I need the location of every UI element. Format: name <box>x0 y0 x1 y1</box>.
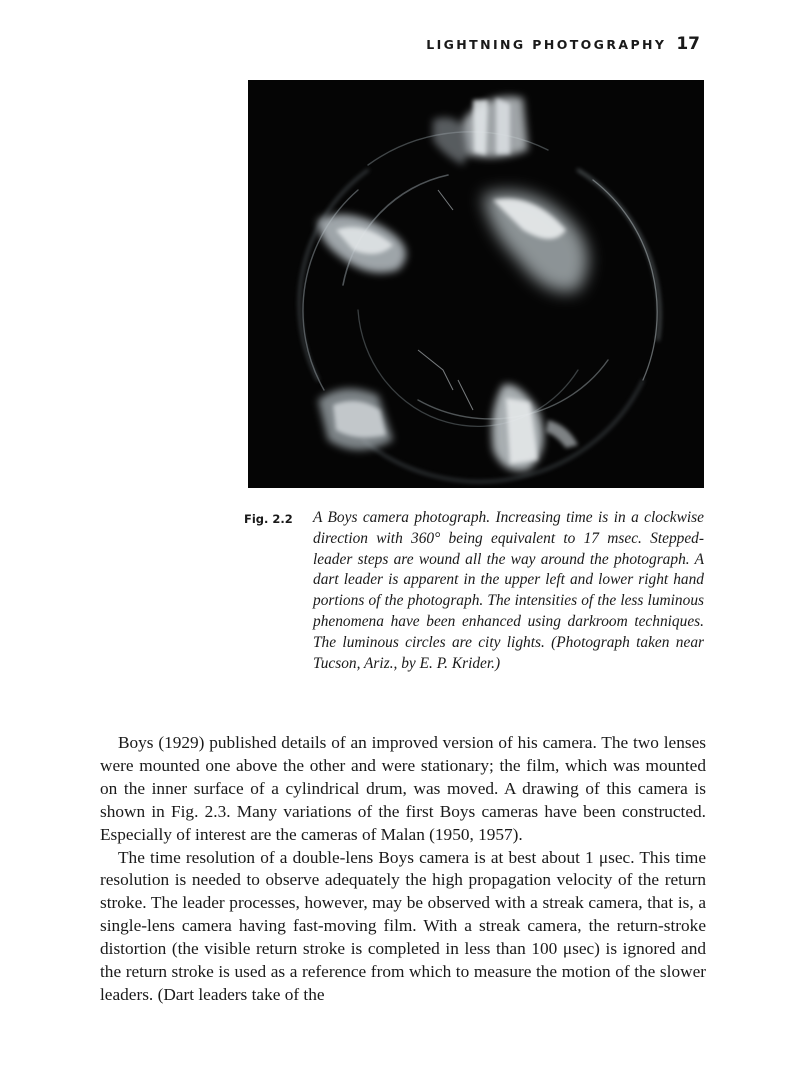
lightning-photo-illustration <box>248 80 704 488</box>
body-text <box>100 732 706 1007</box>
running-title: LIGHTNING PHOTOGRAPHY <box>426 37 667 52</box>
body-paragraph: Boys (1929) published details of an improved version of his camera. The two lenses were mounted one above the other and were stationary; the film, which was mounted on the inner surface of a cylindrical drum, was moved. A drawing of this camera is shown in Fig. 2.3. Many variations of the first Boys cameras have been constructed. Especially of interest are the cameras of Malan (1950, 1957). <box>100 733 706 844</box>
figure-caption-text: A Boys camera photograph. Increasing time is in a clockwise direction with 360° being equivalent to 17 msec. Stepped-leader steps are wound all the way around the photograph. A dart leader is apparent in the upper left and lower right hand portions of the photograph. The intensities of the less luminous phenomena have been enhanced using darkroom techniques. The luminous circles are city lights. (Photograph taken near Tucson, Ariz., by E. P. Krider.) <box>313 509 704 672</box>
boys-camera-photograph <box>248 80 704 488</box>
body-paragraph: The time resolution of a double-lens Boys camera is at best about 1 μsec. This time resolution is needed to observe adequately the high propagation velocity of the return stroke. The leader processes, however, may be observed with a streak camera, that is, a single-lens camera having fast-moving film. With a streak camera, the return-stroke distortion (the visible return stroke is completed in less than 100 μsec) is ignored and the return stroke is used as a reference from which to measure the motion of the slower leaders. (Dart leaders take of the <box>100 847 706 1004</box>
page-number: 17 <box>676 34 700 54</box>
figure-label: Fig. 2.2 <box>244 512 293 526</box>
running-head <box>400 34 700 54</box>
